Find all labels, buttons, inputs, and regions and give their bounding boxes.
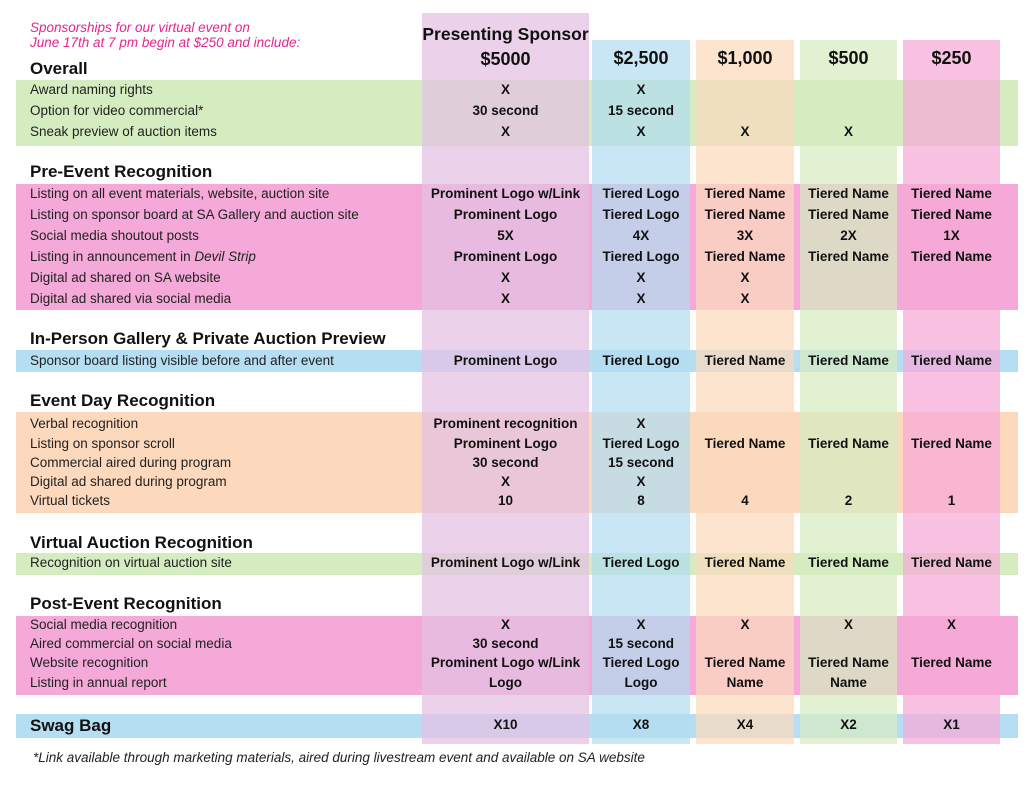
table-cell: 10 <box>497 493 514 508</box>
table-cell: Tiered Name <box>808 436 889 451</box>
intro-line-2: June 17th at 7 pm begin at $250 and include: <box>30 35 301 50</box>
table-cell: 4X <box>632 228 650 243</box>
section-title-virtual-auction: Virtual Auction Recognition <box>30 533 253 552</box>
table-cell: X <box>636 82 646 97</box>
table-cell: Tiered Name <box>808 249 889 264</box>
row-label: Recognition on virtual auction site <box>30 555 232 570</box>
table-cell: 2 <box>844 493 853 508</box>
table-cell: Tiered Name <box>911 436 992 451</box>
row-label: Digital ad shared via social media <box>30 291 232 306</box>
table-cell: Tiered Logo <box>602 555 680 570</box>
tier-header-1000: $1,000 <box>717 48 773 68</box>
row-label: Listing on sponsor board at SA Gallery and auction site <box>30 207 359 222</box>
row-label-italic: Devil Strip <box>194 249 256 264</box>
table-cell: Prominent Logo <box>453 353 558 368</box>
table-cell: Logo <box>624 675 658 690</box>
table-cell: Tiered Logo <box>602 186 680 201</box>
column-presenting <box>422 13 589 744</box>
row-label: Virtual tickets <box>30 493 111 508</box>
table-cell: Tiered Logo <box>602 353 680 368</box>
table-cell: Tiered Name <box>808 555 889 570</box>
row-label: Website recognition <box>30 655 149 670</box>
table-cell: X <box>636 617 646 632</box>
table-cell: 15 second <box>607 455 675 470</box>
section-title-post-event: Post-Event Recognition <box>30 594 222 613</box>
table-cell: Tiered Name <box>911 186 992 201</box>
table-cell: 4 <box>741 493 749 508</box>
table-cell: Name <box>726 675 764 690</box>
table-cell: X <box>636 474 646 489</box>
table-cell: Prominent Logo w/Link <box>430 186 581 201</box>
table-cell: Name <box>830 675 867 690</box>
table-cell: 15 second <box>607 103 675 118</box>
table-cell: 5X <box>497 228 514 243</box>
table-cell: X <box>636 270 646 285</box>
tier-header-presenting <box>422 24 589 70</box>
column-250 <box>903 40 1000 744</box>
row-label: Aired commercial on social media <box>30 636 232 651</box>
table-cell: X <box>740 291 750 306</box>
table-cell: 30 second <box>472 455 539 470</box>
row-label: Social media shoutout posts <box>30 228 199 243</box>
footnote: *Link available through marketing materials, aired during livestream event and available on SA website <box>33 750 645 765</box>
table-cell: Tiered Name <box>808 353 889 368</box>
table-cell: 1 <box>947 493 956 508</box>
tier-name: Presenting Sponsor <box>422 24 589 44</box>
table-cell: Prominent Logo <box>453 249 558 264</box>
table-cell: Prominent recognition <box>433 416 578 431</box>
row-label: Listing on sponsor scroll <box>30 436 175 451</box>
table-cell: X <box>500 474 510 489</box>
table-cell: X10 <box>493 717 518 732</box>
table-cell: X <box>500 270 510 285</box>
table-cell: 30 second <box>472 636 539 651</box>
table-cell: Prominent Logo w/Link <box>430 655 581 670</box>
tier-price: $5000 <box>480 49 531 69</box>
row-label: Digital ad shared on SA website <box>30 270 221 285</box>
table-cell: X <box>740 124 750 139</box>
table-cell: X <box>500 291 510 306</box>
table-cell: Tiered Name <box>704 555 786 570</box>
table-cell: Tiered Name <box>911 555 992 570</box>
table-cell: X <box>500 617 510 632</box>
table-cell: X <box>946 617 956 632</box>
tier-header-500: $500 <box>828 48 869 68</box>
table-cell: Prominent Logo w/Link <box>430 555 581 570</box>
table-cell: Tiered Logo <box>602 436 680 451</box>
table-cell: Tiered Name <box>808 186 889 201</box>
tier-header-2500: $2,500 <box>613 48 669 68</box>
row-label: Award naming rights <box>30 82 153 97</box>
table-cell: 3X <box>736 228 754 243</box>
table-cell: X <box>636 416 646 431</box>
table-cell: Tiered Logo <box>602 249 680 264</box>
section-title-overall: Overall <box>30 59 88 78</box>
table-cell: Tiered Name <box>704 186 786 201</box>
table-cell: X <box>843 124 853 139</box>
row-label: Commercial aired during program <box>30 455 232 470</box>
table-cell: X <box>500 82 510 97</box>
table-cell: X1 <box>943 717 960 732</box>
table-cell: Tiered Name <box>911 249 992 264</box>
row-label: Listing in annual report <box>30 675 167 690</box>
table-cell: Tiered Name <box>808 655 889 670</box>
table-cell: X <box>636 291 646 306</box>
section-title-in-person: In-Person Gallery & Private Auction Preview <box>30 329 386 348</box>
table-cell: Tiered Name <box>704 249 786 264</box>
table-cell: 15 second <box>607 636 675 651</box>
row-label: Option for video commercial* <box>30 103 204 118</box>
table-cell: Tiered Logo <box>602 207 680 222</box>
column-1000 <box>696 40 794 744</box>
table-cell: 2X <box>840 228 857 243</box>
table-cell: X <box>740 617 750 632</box>
table-cell: 8 <box>637 493 645 508</box>
section-title-pre-event: Pre-Event Recognition <box>30 162 213 181</box>
row-label: Digital ad shared during program <box>30 474 227 489</box>
intro-text <box>30 20 300 50</box>
column-500 <box>800 40 897 744</box>
section-title-event-day: Event Day Recognition <box>30 391 216 410</box>
table-cell: X8 <box>632 717 650 732</box>
table-cell: Tiered Name <box>911 207 992 222</box>
table-cell: Prominent Logo <box>453 436 558 451</box>
table-cell: Prominent Logo <box>453 207 558 222</box>
table-cell: X <box>740 270 750 285</box>
row-label-text: Listing in announcement in <box>30 249 195 264</box>
table-cell: X2 <box>840 717 857 732</box>
row-label: Verbal recognition <box>30 416 139 431</box>
table-cell: Tiered Name <box>911 655 992 670</box>
table-cell: Tiered Name <box>704 207 786 222</box>
row-label: Social media recognition <box>30 617 178 632</box>
table-cell: Tiered Logo <box>602 655 680 670</box>
table-cell: X <box>636 124 646 139</box>
table-cell: 1X <box>943 228 960 243</box>
section-title-swag-bag: Swag Bag <box>30 716 112 735</box>
table-cell: Tiered Name <box>808 207 889 222</box>
table-cell: Tiered Name <box>704 353 786 368</box>
row-label <box>30 249 256 264</box>
table-cell: X <box>500 124 510 139</box>
row-label: Listing on all event materials, website, auction site <box>30 186 330 201</box>
row-label: Sponsor board listing visible before and after event <box>30 353 334 368</box>
table-cell: X4 <box>736 717 754 732</box>
table-cell: Logo <box>489 675 522 690</box>
table-cell: 30 second <box>472 103 539 118</box>
table-cell: X <box>843 617 853 632</box>
intro-line-1: Sponsorships for our virtual event on <box>30 20 250 35</box>
table-cell: Tiered Name <box>704 655 786 670</box>
row-label: Sneak preview of auction items <box>30 124 217 139</box>
table-cell: Tiered Name <box>704 436 786 451</box>
tier-header-250: $250 <box>931 48 972 68</box>
table-cell: Tiered Name <box>911 353 992 368</box>
